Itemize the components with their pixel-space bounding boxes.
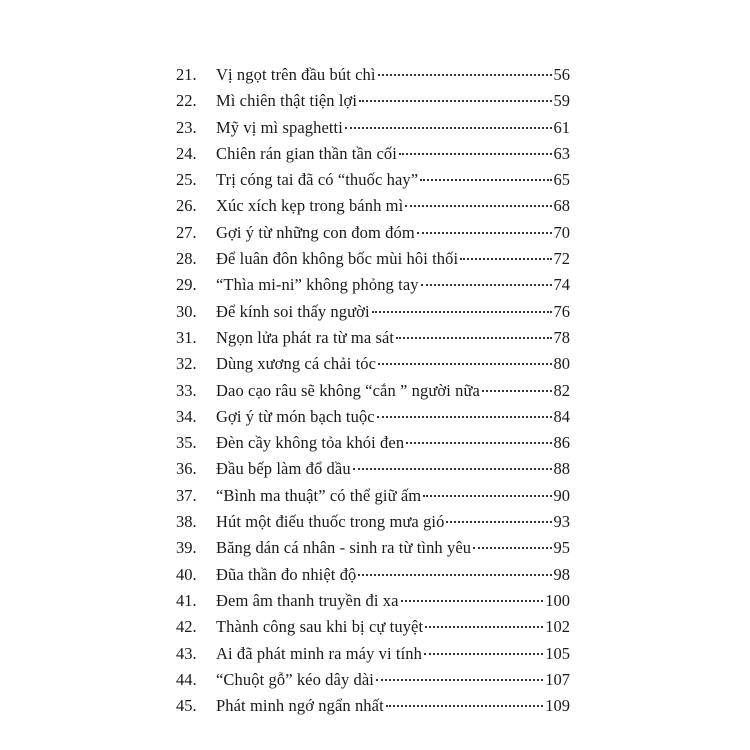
toc-dot-leader (376, 679, 543, 681)
toc-entry (176, 167, 570, 193)
toc-entry-title: Ngọn lửa phát ra từ ma sát (216, 327, 395, 347)
toc-entry (176, 562, 570, 588)
toc-dot-leader (396, 337, 551, 339)
toc-dot-leader (405, 205, 551, 207)
toc-entry-page-number: 105 (545, 643, 570, 663)
toc-entry-number: 22. (176, 91, 197, 111)
toc-entry-page-number: 109 (545, 696, 570, 716)
toc-dot-leader (460, 258, 551, 260)
toc-entry-number: 39. (176, 538, 197, 558)
toc-entry-page-number: 100 (545, 590, 570, 610)
toc-entry (176, 535, 570, 561)
table-of-contents (176, 62, 570, 719)
toc-dot-leader (345, 127, 552, 129)
toc-entry-page-number: 68 (553, 196, 570, 216)
toc-entry-title: Để kính soi thấy người (216, 301, 370, 321)
toc-entry (176, 299, 570, 325)
toc-entry (176, 667, 570, 693)
toc-entry-page-number: 78 (553, 327, 570, 347)
toc-dot-leader (425, 626, 543, 628)
toc-entry-page-number: 65 (553, 170, 570, 190)
toc-entry-page-number: 63 (553, 143, 570, 163)
toc-entry-title: Hút một điếu thuốc trong mưa gió (216, 512, 445, 532)
toc-entry (176, 193, 570, 219)
toc-entry-number: 30. (176, 301, 197, 321)
toc-entry-title: Mỹ vị mì spaghetti (216, 117, 343, 137)
toc-entry-page-number: 88 (553, 459, 570, 479)
toc-dot-leader (406, 442, 551, 444)
toc-entry-title: Đầu bếp làm đổ dầu (216, 459, 351, 479)
toc-entry-number: 21. (176, 65, 197, 84)
toc-entry-number: 36. (176, 459, 197, 479)
toc-dot-leader (377, 416, 552, 418)
toc-entry-number: 37. (176, 485, 197, 505)
toc-entry (176, 614, 570, 640)
toc-entry-number: 42. (176, 617, 197, 637)
toc-entry-title: Dao cạo râu sẽ không “cắn ” người nữa (216, 380, 480, 400)
toc-dot-leader (378, 363, 551, 365)
toc-entry-title: Phát minh ngớ ngẩn nhất (216, 696, 384, 716)
toc-entry-title: Đèn cầy không tỏa khói đen (216, 433, 405, 453)
toc-entry-title: “Bình ma thuật” có thể giữ ấm (216, 485, 422, 505)
toc-dot-leader (353, 468, 552, 470)
toc-entry-page-number: 98 (553, 564, 570, 584)
toc-dot-leader (420, 179, 551, 181)
toc-entry (176, 351, 570, 377)
toc-entry-page-number: 107 (545, 669, 570, 689)
toc-entry (176, 588, 570, 614)
toc-entry (176, 693, 570, 719)
toc-dot-leader (358, 574, 551, 576)
toc-entry (176, 430, 570, 456)
toc-entry-number: 33. (176, 380, 197, 400)
toc-entry (176, 483, 570, 509)
toc-entry-number: 32. (176, 354, 197, 374)
toc-entry (176, 509, 570, 535)
toc-entry-number: 24. (176, 143, 197, 163)
toc-dot-leader (446, 521, 551, 523)
toc-entry-number: 23. (176, 117, 197, 137)
toc-dot-leader (401, 600, 544, 602)
toc-entry-page-number: 84 (553, 406, 570, 426)
toc-entry-title: Thành công sau khi bị cự tuyệt (216, 617, 424, 637)
toc-entry-title: Ai đã phát minh ra máy vi tính (216, 643, 423, 663)
toc-entry-page-number: 102 (545, 617, 570, 637)
toc-entry-title: Gợi ý từ những con đom đóm (216, 222, 415, 242)
toc-entry-page-number: 59 (553, 91, 570, 111)
toc-entry-number: 45. (176, 696, 197, 716)
toc-entry-title: Đũa thần đo nhiệt độ (216, 564, 357, 584)
toc-entry-title: Vị ngọt trên đầu bút chì (216, 65, 376, 84)
toc-dot-leader (421, 284, 552, 286)
toc-entry-title: Trị cóng tai đã có “thuốc hay” (216, 170, 419, 190)
toc-entry-title: Băng dán cá nhân - sinh ra từ tình yêu (216, 538, 472, 558)
toc-dot-leader (399, 153, 552, 155)
toc-entry-number: 26. (176, 196, 197, 216)
toc-dot-leader (424, 653, 543, 655)
toc-entry-page-number: 90 (553, 485, 570, 505)
toc-entry-page-number: 72 (553, 249, 570, 269)
toc-entry-page-number: 61 (553, 117, 570, 137)
toc-entry-page-number: 95 (553, 538, 570, 558)
toc-entry-title: “Chuột gỗ” kéo dây dài (216, 669, 374, 689)
toc-entry-page-number: 80 (553, 354, 570, 374)
toc-entry-number: 27. (176, 222, 197, 242)
toc-entry-title: Mì chiên thật tiện lợi (216, 91, 358, 111)
toc-dot-leader (378, 74, 552, 76)
toc-entry (176, 378, 570, 404)
toc-entry-number: 35. (176, 433, 197, 453)
toc-entry-title: Dùng xương cá chải tóc (216, 354, 377, 374)
toc-entry-page-number: 86 (553, 433, 570, 453)
toc-dot-leader (473, 547, 551, 549)
toc-entry (176, 641, 570, 667)
toc-entry (176, 141, 570, 167)
toc-entry-title: Gợi ý từ món bạch tuộc (216, 406, 375, 426)
toc-entry (176, 246, 570, 272)
toc-entry-number: 29. (176, 275, 197, 295)
toc-entry-number: 31. (176, 327, 197, 347)
toc-entry (176, 62, 570, 88)
toc-dot-leader (386, 705, 543, 707)
toc-entry-number: 44. (176, 669, 197, 689)
toc-entry-number: 34. (176, 406, 197, 426)
toc-entry-page-number: 56 (553, 65, 570, 84)
toc-entry-page-number: 70 (553, 222, 570, 242)
toc-dot-leader (372, 311, 552, 313)
toc-dot-leader (423, 495, 551, 497)
toc-entry-title: Xúc xích kẹp trong bánh mì (216, 196, 404, 216)
toc-entry-number: 25. (176, 170, 197, 190)
toc-dot-leader (482, 390, 552, 392)
toc-entry-title: “Thìa mi-ni” không phỏng tay (216, 275, 419, 295)
toc-entry-page-number: 74 (553, 275, 570, 295)
toc-entry-title: Chiên rán gian thần tần cối (216, 143, 397, 163)
toc-entry (176, 115, 570, 141)
toc-entry (176, 220, 570, 246)
toc-dot-leader (359, 100, 551, 102)
toc-entry-number: 41. (176, 590, 197, 610)
toc-entry-number: 40. (176, 564, 197, 584)
toc-dot-leader (417, 232, 552, 234)
toc-entry (176, 88, 570, 114)
toc-entry-number: 43. (176, 643, 197, 663)
toc-entry (176, 404, 570, 430)
toc-entry-page-number: 82 (553, 380, 570, 400)
toc-entry-number: 28. (176, 249, 197, 269)
toc-entry-page-number: 93 (553, 512, 570, 532)
toc-entry (176, 325, 570, 351)
toc-entry-number: 38. (176, 512, 197, 532)
toc-entry-title: Để luân đôn không bốc mùi hôi thối (216, 249, 459, 269)
toc-entry (176, 272, 570, 298)
toc-entry-page-number: 76 (553, 301, 570, 321)
toc-entry-title: Đem âm thanh truyền đi xa (216, 590, 399, 610)
toc-entry (176, 456, 570, 482)
